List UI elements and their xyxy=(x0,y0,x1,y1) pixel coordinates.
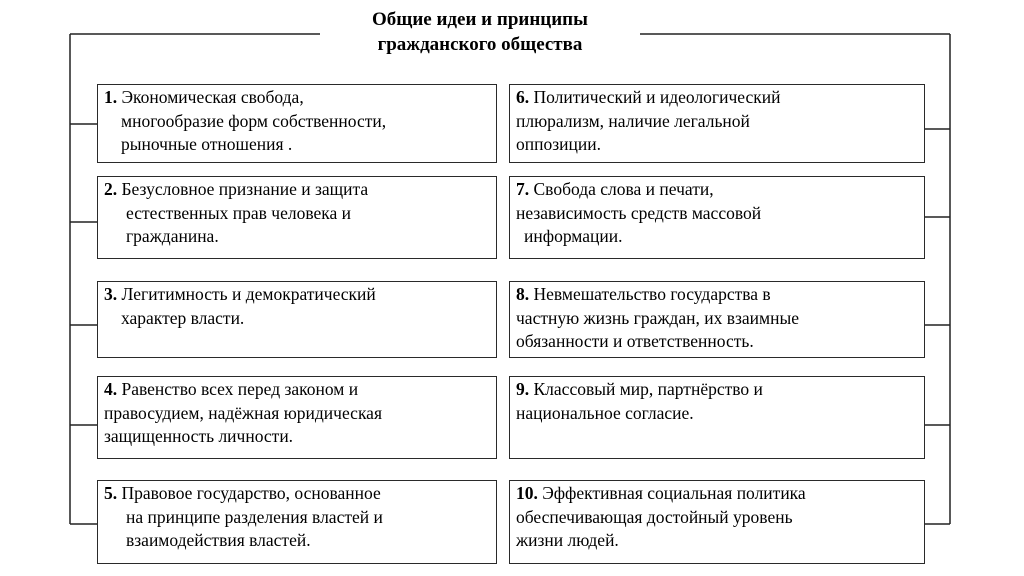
principle-text-2-line-1: Безусловное признание и защита xyxy=(121,179,369,199)
principle-text-9-line-1: Классовый мир, партнёрство и xyxy=(533,379,763,399)
principle-number-1: 1. xyxy=(104,87,118,107)
principle-box-2 xyxy=(97,176,497,259)
principle-box-3 xyxy=(97,281,497,358)
principle-text-2-line-3: гражданина. xyxy=(126,226,219,246)
principle-box-9 xyxy=(509,376,925,459)
principle-number-6: 6. xyxy=(516,87,530,107)
diagram-title-line-1: Общие идеи и принципы xyxy=(372,9,588,30)
principle-text-7-line-1: Свобода слова и печати, xyxy=(533,179,714,199)
principle-box-4 xyxy=(97,376,497,459)
principle-box-5 xyxy=(97,480,497,564)
principle-text-5-line-1: Правовое государство, основанное xyxy=(121,483,381,503)
principle-number-2: 2. xyxy=(104,179,118,199)
principle-number-4: 4. xyxy=(104,379,118,399)
principle-text-4-line-3: защищенность личности. xyxy=(104,426,294,446)
principle-number-8: 8. xyxy=(516,284,530,304)
principle-text-6-line-2: плюрализм, наличие легальной xyxy=(516,110,750,131)
principle-text-9-line-2: национальное согласие. xyxy=(516,402,694,423)
principle-text-3-line-1: Легитимность и демократический xyxy=(121,284,376,304)
principle-text-1-line-3: рыночные отношения . xyxy=(121,134,293,154)
principle-text-1-line-2: многообразие форм собственности, xyxy=(121,110,387,131)
principle-box-8 xyxy=(509,281,925,358)
principle-text-6-line-1: Политический и идеологический xyxy=(533,87,781,107)
principle-text-5-line-2: на принципе разделения властей и xyxy=(126,506,383,527)
principle-number-3: 3. xyxy=(104,284,118,304)
principle-text-7-line-3: информации. xyxy=(524,226,623,246)
principle-text-8-line-3: обязанности и ответственность. xyxy=(516,331,754,351)
principle-text-8-line-1: Невмешательство государства в xyxy=(533,284,771,304)
principle-text-4-line-2: правосудием, надёжная юридическая xyxy=(104,402,382,423)
principle-box-6 xyxy=(509,84,925,163)
principle-text-8-line-2: частную жизнь граждан, их взаимные xyxy=(516,307,799,328)
diagram-title xyxy=(320,7,640,57)
principle-text-10-line-1: Эффективная социальная политика xyxy=(542,483,806,503)
principle-text-7-line-2: независимость средств массовой xyxy=(516,202,762,223)
principle-text-10-line-3: жизни людей. xyxy=(516,530,619,550)
principle-text-5-line-3: взаимодействия властей. xyxy=(126,530,311,550)
principle-box-7 xyxy=(509,176,925,259)
principle-number-7: 7. xyxy=(516,179,530,199)
principle-text-3-line-2: характер власти. xyxy=(121,307,245,328)
diagram-title-line-2: гражданского общества xyxy=(377,34,583,55)
principle-text-2-line-2: естественных прав человека и xyxy=(126,202,352,223)
principle-number-10: 10. xyxy=(516,483,538,503)
principle-box-1 xyxy=(97,84,497,163)
principle-text-6-line-3: оппозиции. xyxy=(516,134,601,154)
principle-text-1-line-1: Экономическая свобода, xyxy=(121,87,304,107)
principle-box-10 xyxy=(509,480,925,564)
principle-number-5: 5. xyxy=(104,483,118,503)
principle-text-4-line-1: Равенство всех перед законом и xyxy=(121,379,359,399)
principle-text-10-line-2: обеспечивающая достойный уровень xyxy=(516,506,793,527)
principle-number-9: 9. xyxy=(516,379,530,399)
